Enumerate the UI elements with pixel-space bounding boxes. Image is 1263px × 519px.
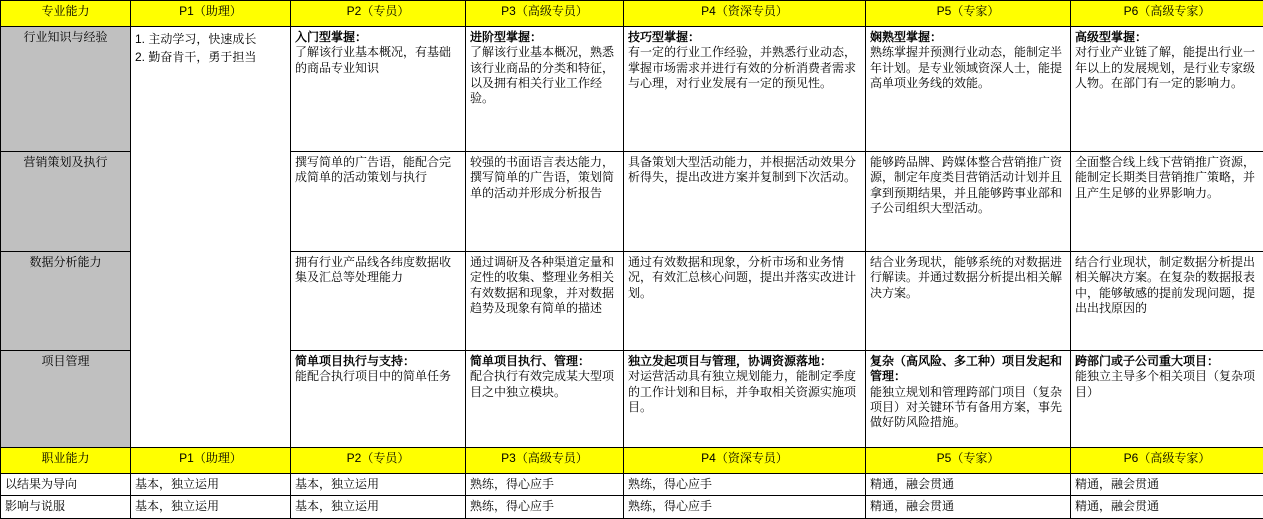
cell-influence-p3: 熟练，得心应手 <box>466 496 624 518</box>
cell-title: 独立发起项目与管理，协调资源落地： <box>628 354 861 369</box>
header-p1: P1（助理） <box>131 1 291 27</box>
row-label-data-analysis: 数据分析能力 <box>1 252 131 351</box>
cell-body: 对行业产业链了解，能提出行业一年以上的发展规划，是行业专家级人物。在部门有一定的影响力。 <box>1075 45 1259 91</box>
cell-body: 撰写简单的广告语，能配合完成简单的活动策划与执行 <box>295 155 461 186</box>
cell-title: 高级型掌握： <box>1075 30 1259 45</box>
cell-title: 进阶型掌握： <box>470 30 619 45</box>
cell-marketing-p3 <box>466 152 624 252</box>
cell-result-p5: 精通，融会贯通 <box>866 474 1071 496</box>
cell-project-p3 <box>466 351 624 448</box>
cell-title: 娴熟型掌握： <box>870 30 1066 45</box>
cell-body: 能够跨品牌、跨媒体整合营销推广资源，制定年度类目营销活动计划并且拿到预期结果，并且能够跨事业部和子公司组织大型活动。 <box>870 155 1066 216</box>
row-label-project-management: 项目管理 <box>1 351 131 448</box>
row-label-result-oriented: 以结果为导向 <box>1 474 131 496</box>
cell-body: 通过有效数据和现象，分析市场和业务情况，有效汇总核心问题，提出并落实改进计划。 <box>628 255 861 301</box>
cell-data-p6 <box>1071 252 1263 351</box>
header-career-p6: P6（高级专家） <box>1071 448 1263 474</box>
header-career-p4: P4（资深专员） <box>624 448 866 474</box>
cell-marketing-p6 <box>1071 152 1263 252</box>
cell-project-p2 <box>291 351 466 448</box>
table-row <box>1 496 1263 518</box>
cell-influence-p1: 基本，独立运用 <box>131 496 291 518</box>
cell-body: 结合行业现状，制定数据分析提出相关解决方案。在复杂的数据报表中，能够敏感的提前发现问题，提出出找原因的 <box>1075 255 1259 316</box>
cell-industry-p2 <box>291 27 466 152</box>
cell-data-p5 <box>866 252 1071 351</box>
row-label-marketing-planning: 营销策划及执行 <box>1 152 131 252</box>
cell-title: 复杂（高风险、多工种）项目发起和管理： <box>870 354 1066 385</box>
cell-marketing-p4 <box>624 152 866 252</box>
cell-title: 入门型掌握： <box>295 30 461 45</box>
header-career-p3: P3（高级专员） <box>466 448 624 474</box>
cell-industry-p6 <box>1071 27 1263 152</box>
header-career-p1: P1（助理） <box>131 448 291 474</box>
cell-body: 拥有行业产品线各纬度数据收集及汇总等处理能力 <box>295 255 461 286</box>
cell-body: 结合业务现状，能够系统的对数据进行解读。并通过数据分析提出相关解决方案。 <box>870 255 1066 301</box>
header-career-p2: P2（专员） <box>291 448 466 474</box>
header-p4: P4（资深专员） <box>624 1 866 27</box>
cell-body: 配合执行有效完成某大型项目之中独立模块。 <box>470 369 619 400</box>
cell-project-p4 <box>624 351 866 448</box>
cell-project-p5 <box>866 351 1071 448</box>
p1-line-1: 1. 主动学习，快速成长 <box>135 30 286 48</box>
cell-result-p6: 精通，融会贯通 <box>1071 474 1263 496</box>
header-p2: P2（专员） <box>291 1 466 27</box>
cell-body: 通过调研及各种渠道定量和定性的收集、整理业务相关有效数据和现象，并对数据趋势及现象有简单的描述 <box>470 255 619 316</box>
row-label-industry-knowledge: 行业知识与经验 <box>1 27 131 152</box>
row-label-influence-persuasion: 影响与说服 <box>1 496 131 518</box>
table-row <box>1 27 1263 152</box>
header-p3: P3（高级专员） <box>466 1 624 27</box>
cell-body: 全面整合线上线下营销推广资源，能制定长期类目营销推广策略，并且产生足够的业界影响力。 <box>1075 155 1259 201</box>
cell-body: 熟练掌握并预测行业动态，能制定半年计划。是专业领域资深人士，能提高单项业务线的效能。 <box>870 45 1066 91</box>
header-career-ability: 职业能力 <box>1 448 131 474</box>
p1-general-cell <box>131 27 291 448</box>
cell-marketing-p5 <box>866 152 1071 252</box>
cell-body: 能独立规划和管理跨部门项目（复杂项目）对关键环节有备用方案，事先做好防风险措施。 <box>870 385 1066 431</box>
header-p6: P6（高级专家） <box>1071 1 1263 27</box>
cell-data-p4 <box>624 252 866 351</box>
cell-body: 了解该行业基本概况，熟悉该行业商品的分类和特征，以及拥有相关行业工作经验。 <box>470 45 619 106</box>
cell-body: 较强的书面语言表达能力，撰写简单的广告语，策划简单的活动并形成分析报告 <box>470 155 619 201</box>
cell-industry-p3 <box>466 27 624 152</box>
cell-body: 对运营活动具有独立规划能力，能制定季度的工作计划和目标，并争取相关资源实施项目。 <box>628 369 861 415</box>
cell-industry-p5 <box>866 27 1071 152</box>
cell-influence-p5: 精通，融会贯通 <box>866 496 1071 518</box>
cell-body: 有一定的行业工作经验，并熟悉行业动态，掌握市场需求并进行有效的分析消费者需求与心理，对行业发展有一定的预见性。 <box>628 45 861 91</box>
cell-result-p3: 熟练，得心应手 <box>466 474 624 496</box>
cell-result-p4: 熟练，得心应手 <box>624 474 866 496</box>
p1-line-2: 2. 勤奋肯干，勇于担当 <box>135 48 286 66</box>
cell-body: 具备策划大型活动能力，并根据活动效果分析得失，提出改进方案并复制到下次活动。 <box>628 155 861 186</box>
cell-title: 简单项目执行与支持： <box>295 354 461 369</box>
cell-title: 跨部门或子公司重大项目： <box>1075 354 1259 369</box>
header-p5: P5（专家） <box>866 1 1071 27</box>
cell-title: 简单项目执行、管理： <box>470 354 619 369</box>
cell-influence-p6: 精通，融会贯通 <box>1071 496 1263 518</box>
cell-data-p3 <box>466 252 624 351</box>
table-header-row-career <box>1 448 1263 474</box>
cell-project-p6 <box>1071 351 1263 448</box>
table-row <box>1 474 1263 496</box>
cell-body: 能配合执行项目中的简单任务 <box>295 369 461 384</box>
cell-result-p1: 基本，独立运用 <box>131 474 291 496</box>
cell-data-p2 <box>291 252 466 351</box>
cell-result-p2: 基本，独立运用 <box>291 474 466 496</box>
cell-influence-p4: 熟练，得心应手 <box>624 496 866 518</box>
cell-body: 能独立主导多个相关项目（复杂项目） <box>1075 369 1259 400</box>
header-professional-ability: 专业能力 <box>1 1 131 27</box>
cell-influence-p2: 基本，独立运用 <box>291 496 466 518</box>
cell-title: 技巧型掌握： <box>628 30 861 45</box>
header-career-p5: P5（专家） <box>866 448 1071 474</box>
cell-industry-p4 <box>624 27 866 152</box>
cell-body: 了解该行业基本概况，有基础的商品专业知识 <box>295 45 461 76</box>
table-header-row-professional <box>1 1 1263 27</box>
cell-marketing-p2 <box>291 152 466 252</box>
